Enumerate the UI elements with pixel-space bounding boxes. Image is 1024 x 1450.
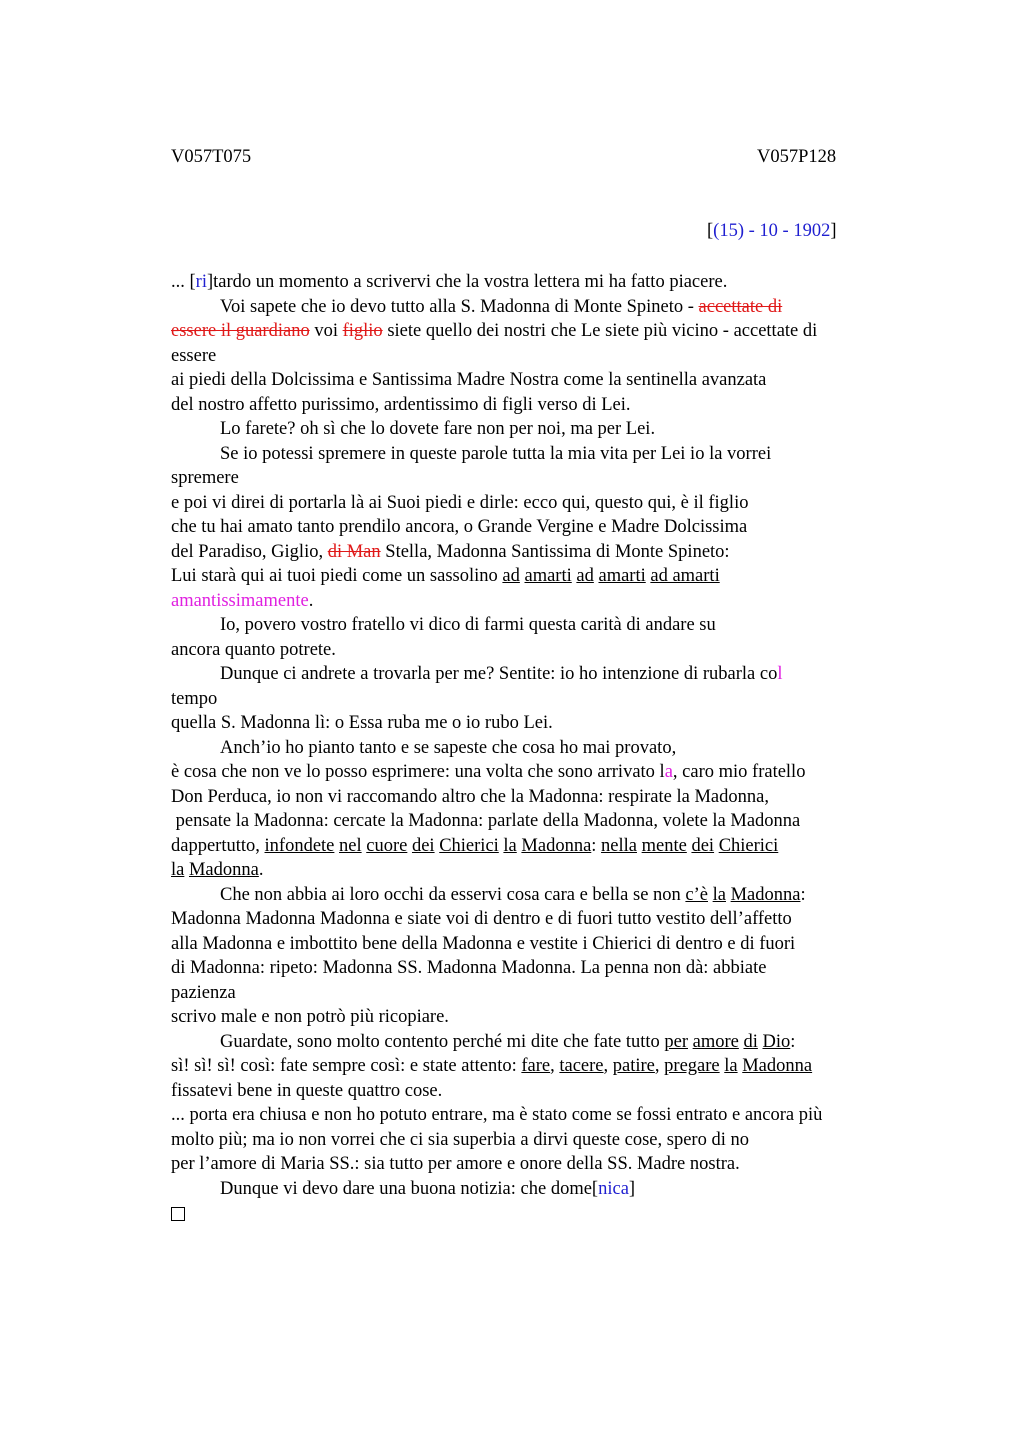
- text-line: [171, 834, 971, 859]
- text-line: pazienza: [171, 982, 236, 1003]
- underlined-word: dei: [691, 835, 715, 856]
- text-line: di Madonna: ripeto: Madonna SS. Madonna Madonna. La penna non dà: abbiate: [171, 958, 767, 978]
- underlined-word: patire: [612, 1056, 655, 1076]
- text: , caro mio fratello: [672, 762, 806, 782]
- text: Dunque vi devo dare una buona notizia: che dome[: [220, 1178, 599, 1199]
- text-line: Se io potessi spremere in queste parole tutta la mia vita per Lei io la vorrei: [220, 443, 772, 464]
- text: dappertutto,: [171, 835, 265, 856]
- text-line: scrivo male e non potrò più ricopiare.: [171, 1007, 449, 1027]
- text: ]: [628, 1178, 636, 1199]
- text-line: Io, povero vostro fratello vi dico di farmi questa carità di andare su: [220, 615, 716, 635]
- text-line: [171, 760, 971, 785]
- text-line: [171, 589, 971, 614]
- text: voi: [309, 321, 343, 341]
- deleted-text: figlio: [342, 321, 383, 341]
- editorial-insert: nica: [598, 1178, 629, 1199]
- underlined-word: ad amarti: [650, 566, 720, 586]
- underlined-word: nel: [339, 835, 362, 856]
- document-code-left: V057T075: [171, 147, 252, 167]
- text: Lui starà qui ai tuoi piedi come un sassolino: [171, 566, 503, 586]
- underlined-word: amarti: [598, 566, 646, 586]
- text: :: [591, 835, 597, 856]
- text: Guardate, sono molto contento perché mi dite che fate tutto: [220, 1031, 665, 1052]
- text: .: [308, 590, 314, 611]
- end-square-icon: [171, 1207, 185, 1221]
- text-line: [171, 319, 971, 344]
- text: del Paradiso, Giglio,: [171, 541, 328, 562]
- text-line: e poi vi direi di portarla là ai Suoi piedi e dirle: ecco qui, questo qui, è il figlio: [171, 492, 749, 513]
- deleted-text: essere il guardiano: [171, 321, 310, 341]
- added-text: l: [777, 664, 783, 684]
- underlined-word: Madonna: [521, 835, 592, 856]
- text-line: ai piedi della Dolcissima e Santissima Madre Nostra come la sentinella avanzata: [171, 370, 767, 390]
- text: :: [800, 884, 806, 905]
- text-line: sì! sì! sì! così: fate sempre così: e state attento: fare, tacere, patire, pregare la Madonna: [171, 1056, 813, 1076]
- text: sì! sì! sì! così: fate sempre così: e state attento:: [171, 1056, 522, 1076]
- text-line: che tu hai amato tanto prendilo ancora, o Grande Vergine e Madre Dolcissima: [171, 517, 748, 537]
- added-text: amantissimamente: [171, 590, 309, 611]
- text-line: quella S. Madonna lì: o Essa ruba me o io rubo Lei.: [171, 713, 553, 733]
- underlined-word: nella: [601, 835, 637, 856]
- text-line: pensate la Madonna: cercate la Madonna: parlate della Madonna, volete la Madonna: [171, 811, 801, 831]
- text-line: Madonna Madonna Madonna e siate voi di dentro e di fuori tutto vestito dell’affetto: [171, 909, 792, 929]
- text-line: tempo: [171, 688, 218, 709]
- document-code-right: V057P128: [757, 147, 837, 167]
- text-line: alla Madonna e imbottito bene della Madonna e vestite i Chierici di dentro e di fuori: [171, 933, 796, 954]
- underlined-word: Chierici: [718, 835, 779, 856]
- text: Che non abbia ai loro occhi da esservi cosa cara e bella se non: [220, 884, 686, 905]
- date-bracket-open: [: [707, 221, 714, 241]
- underlined-word: ad: [502, 566, 520, 586]
- underlined-word: tacere: [559, 1056, 604, 1076]
- text-line: fissatevi bene in queste quattro cose.: [171, 1080, 443, 1101]
- editorial-insert: ri: [195, 272, 207, 292]
- text-line: [171, 662, 971, 687]
- date-bracket-close: ]: [830, 221, 837, 241]
- underlined-word: Madonna: [730, 884, 801, 905]
- text-line: Anch’io ho pianto tanto e se sapeste che cosa ho mai provato,: [220, 737, 677, 758]
- text-line: per l’amore di Maria SS.: sia tutto per amore e onore della SS. Madre nostra.: [171, 1154, 740, 1174]
- underlined-word: la: [503, 835, 517, 856]
- letter-body: [171, 270, 971, 1226]
- text-line: molto più; ma io non vorrei che ci sia superbia a dirvi queste cose, spero di no: [171, 1129, 749, 1150]
- text: Dunque ci andrete a trovarla per me? Sentite: io ho intenzione di rubarla co: [220, 664, 778, 684]
- underlined-word: infondete: [264, 835, 335, 856]
- text-line: [171, 1030, 971, 1055]
- text-line: [171, 1177, 971, 1202]
- text-line: [171, 883, 971, 908]
- underlined-word: cuore: [366, 835, 408, 856]
- underlined-word: c’è: [685, 884, 708, 905]
- text: .: [258, 860, 264, 880]
- deleted-text: accettate di: [698, 296, 783, 317]
- text-line: [171, 270, 971, 295]
- text-line: del nostro affetto purissimo, ardentissimo di figli verso di Lei.: [171, 394, 631, 415]
- underlined-word: fare: [521, 1056, 551, 1076]
- text-line: [171, 564, 971, 589]
- text: :: [790, 1031, 796, 1052]
- text-line: Don Perduca, io non vi raccomando altro che la Madonna: respirate la Madonna,: [171, 786, 769, 807]
- text: è cosa che non ve lo posso esprimere: una volta che sono arrivato l: [171, 762, 665, 782]
- text: Stella, Madonna Santissima di Monte Spineto:: [380, 541, 730, 562]
- text-line: spremere: [171, 468, 239, 488]
- underlined-word: Dio: [762, 1031, 791, 1052]
- underlined-word: amarti: [524, 566, 572, 586]
- underlined-word: la: [712, 884, 726, 905]
- underlined-word: mente: [641, 835, 687, 856]
- underlined-word: Madonna: [188, 860, 259, 880]
- underlined-word: la: [724, 1056, 738, 1076]
- text-line: Lo farete? oh sì che lo dovete fare non per noi, ma per Lei.: [220, 419, 656, 439]
- added-text: a: [664, 762, 673, 782]
- text: ... [: [171, 272, 196, 292]
- letter-date: [707, 221, 837, 242]
- text: ]tardo un momento a scrivervi che la vostra lettera mi ha fatto piacere.: [206, 272, 728, 292]
- text-line: [171, 1201, 971, 1226]
- underlined-word: la: [171, 860, 185, 880]
- text-line: ... porta era chiusa e non ho potuto entrare, ma è stato come se fossi entrato e ancora più: [171, 1105, 823, 1125]
- date-value: (15) - 10 - 1902: [713, 221, 831, 241]
- underlined-word: Chierici: [439, 835, 499, 856]
- text-line: [171, 295, 971, 320]
- text: Voi sapete che io devo tutto alla S. Madonna di Monte Spineto -: [220, 296, 699, 317]
- underlined-word: pregare: [664, 1056, 720, 1076]
- text-line: [171, 858, 971, 883]
- text-line: essere: [171, 345, 217, 366]
- underlined-word: dei: [411, 835, 435, 856]
- underlined-word: Madonna: [742, 1056, 813, 1076]
- underlined-word: per: [664, 1031, 688, 1052]
- text-line: ancora quanto potrete.: [171, 639, 336, 660]
- underlined-word: di: [743, 1031, 758, 1052]
- underlined-word: amore: [692, 1031, 739, 1052]
- underlined-word: ad: [576, 566, 594, 586]
- text: siete quello dei nostri che Le siete più vicino - accettate di: [382, 321, 818, 341]
- deleted-text: di Man: [327, 541, 381, 562]
- text-line: [171, 540, 971, 565]
